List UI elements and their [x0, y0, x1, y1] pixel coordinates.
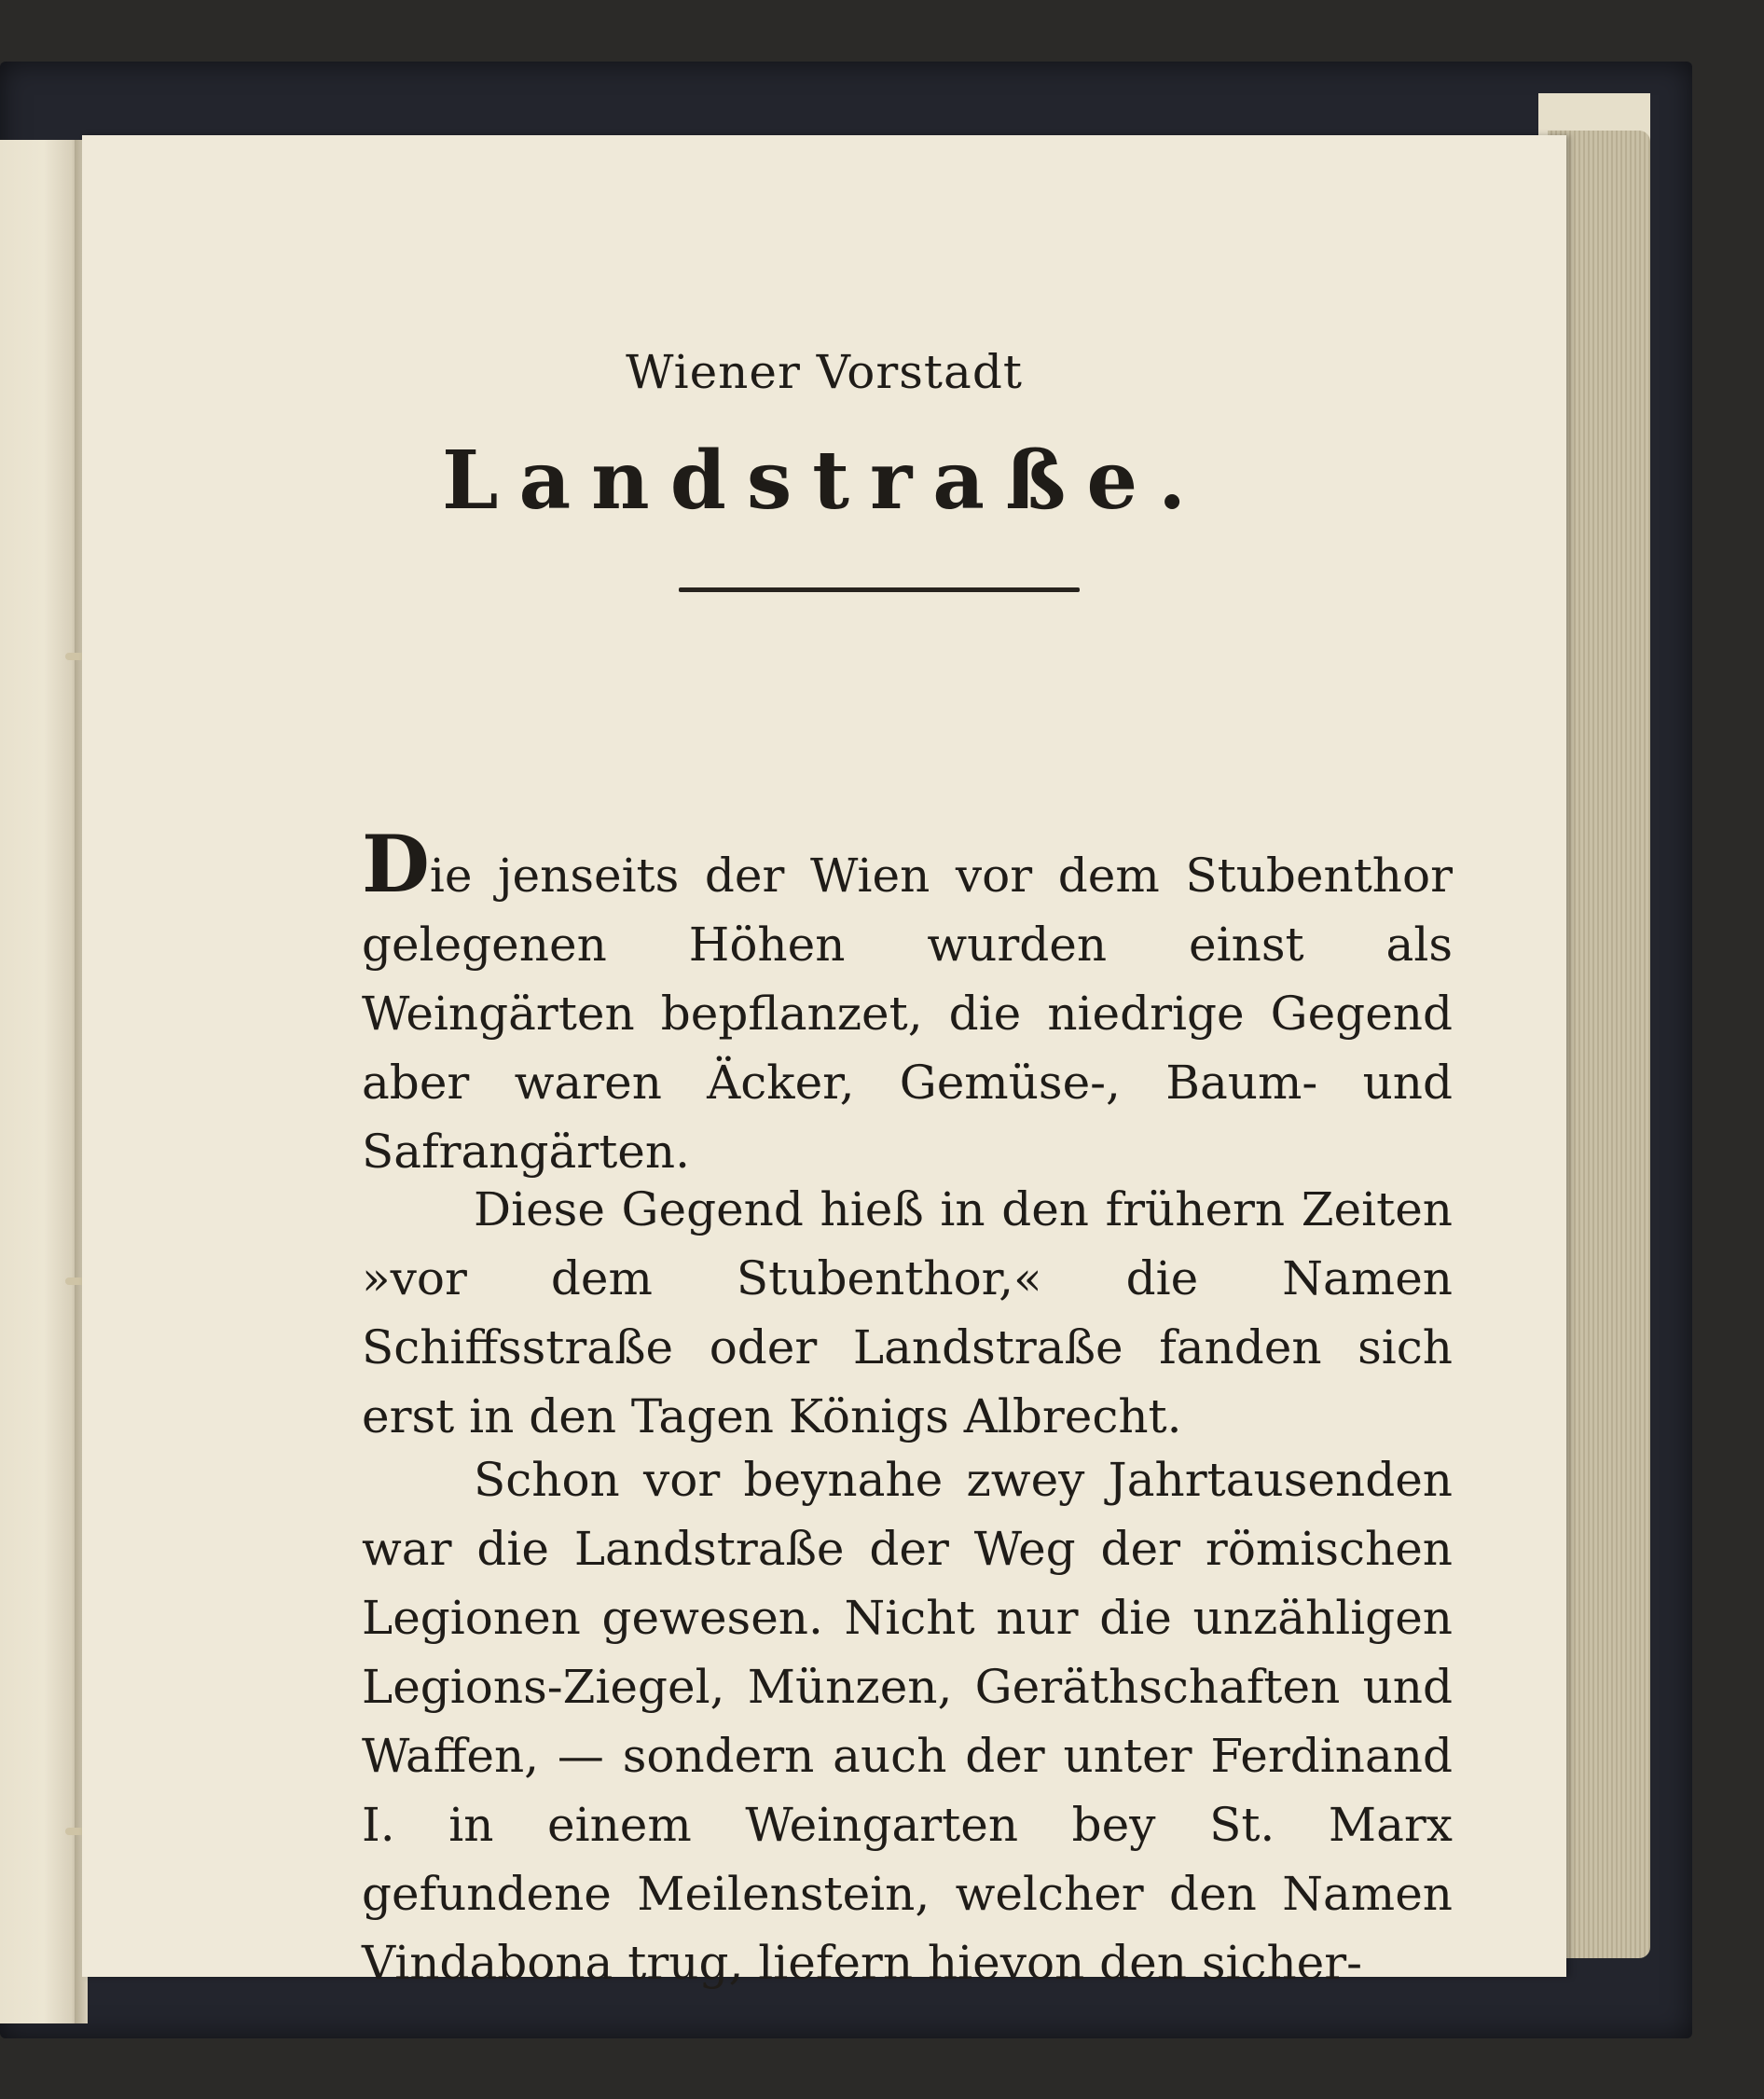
- initial-letter: D: [362, 818, 430, 910]
- page-title: Landstraße.: [441, 434, 1207, 528]
- left-page: [0, 140, 79, 2023]
- title-rule: [679, 587, 1080, 592]
- paragraph: [362, 1445, 1453, 1997]
- paragraph-text: ie jenseits der Wien vor dem Stubenthor gelegenen Höhen wurden einst als Weingärten bepflanzet, die niedrige Gegend aber waren Äcker, Gemüse-, Baum- und Safrangärten.: [362, 849, 1453, 1179]
- paragraph: [362, 1175, 1453, 1451]
- running-header: Wiener Vorstadt: [626, 345, 1023, 399]
- page-text: [82, 135, 1566, 1990]
- right-page: [82, 135, 1566, 1990]
- paragraph-text: Schon vor beynahe zwey Jahrtausenden war die Landstraße der Weg der römischen Legionen gewesen. Nicht nur die unzähligen Legions-Ziegel, Münzen, Geräthschaften und Waffen, — sondern auch der unter Ferdinand I. in einem Weingarten bey St. Marx gefundene Meilenstein, welcher den Namen Vindabona trug, liefern hievon den sicher-: [362, 1453, 1453, 1990]
- paragraph: [362, 818, 1453, 1186]
- paragraph-text: Diese Gegend hieß in den frühern Zeiten »vor dem Stubenthor,« die Namen Schiffsstraße oder Landstraße fanden sich erst in den Tagen Königs Albrecht.: [362, 1182, 1453, 1443]
